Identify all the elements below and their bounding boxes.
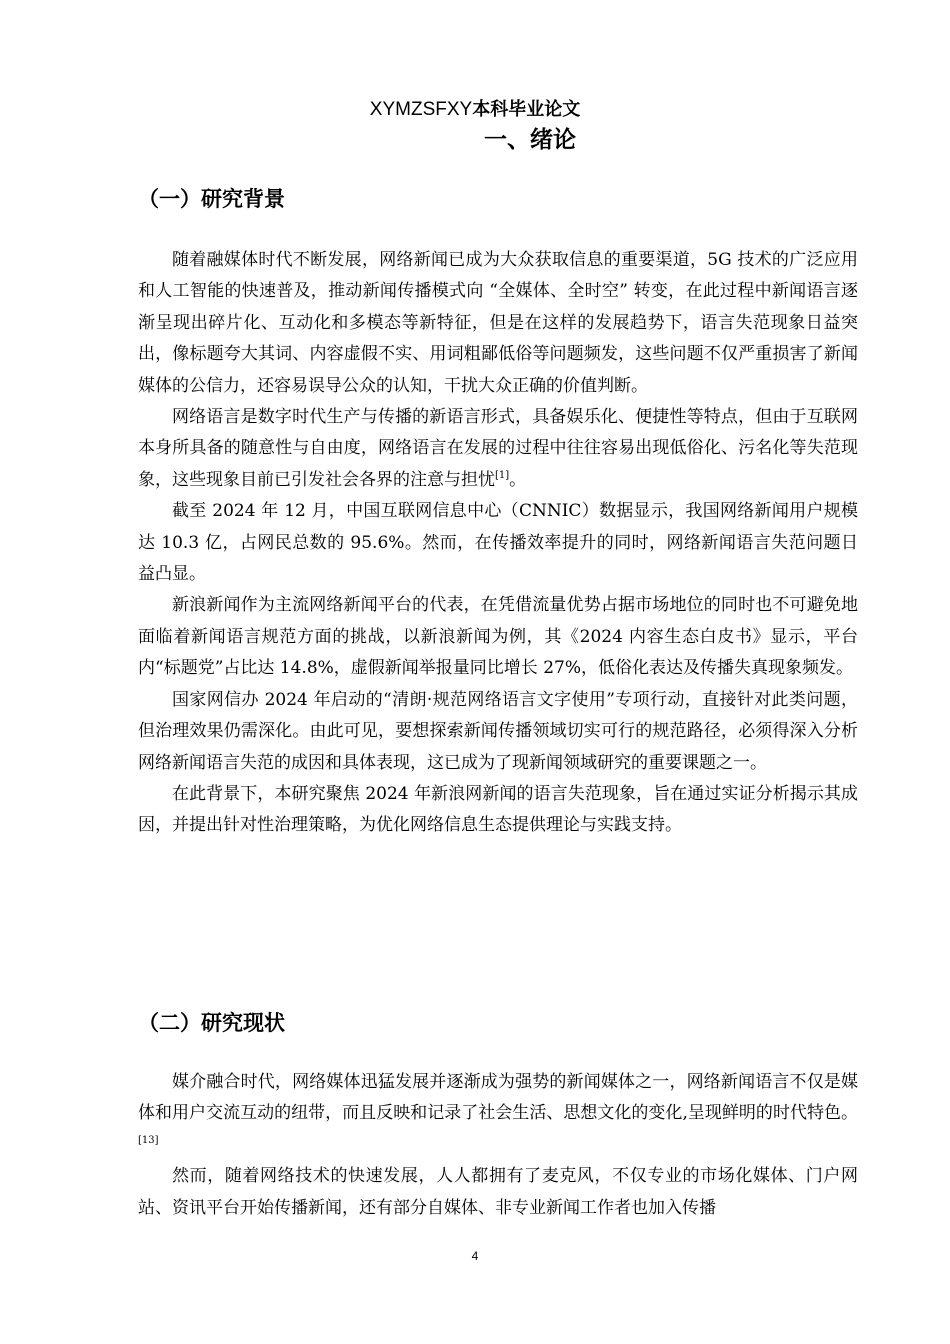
paragraph: 随着融媒体时代不断发展，网络新闻已成为大众获取信息的重要渠道，5G 技术的广泛应用和人工智能的快速普及，推动新闻传播模式向 “全媒体、全时空” 转变，在此过程中新闻语言逐渐呈现出碎片化、互动化和多模态等新特征，但是在这样的发展趋势下，语言失范现象日益突出，像标题夸大其词、内容虚假不实、用词粗鄙低俗等问题频发，这些问题不仅严重损害了新闻媒体的公信力，还容易误导公众的认知，干扰大众正确的价值判断。	[138, 250, 858, 396]
paragraph: 网络语言是数字时代生产与传播的新语言形式，具备娱乐化、便捷性等特点，但由于互联网本身所具备的随意性与自由度，网络语言在发展的过程中往往容易出现低俗化、污名化等失范现象，这些现象目前已引发社会各界的注意与担忧[1]。	[138, 407, 858, 490]
header-school-code: XYMZSFXY	[369, 99, 473, 120]
section-body-status	[138, 1067, 858, 1224]
section-heading-status: （二）研究现状	[138, 1011, 285, 1035]
paragraph: 然而，随着网络技术的快速发展，人人都拥有了麦克风，不仅专业的市场化媒体、门户网站、资讯平台开始传播新闻，还有部分自媒体、非专业新闻工作者也加入传播	[138, 1166, 858, 1218]
running-header	[0, 96, 950, 123]
chapter-title: 一、绪论	[484, 127, 576, 153]
paragraph: 国家网信办 2024 年启动的“清朗·规范网络语言文字使用”专项行动，直接针对此类问题，但治理效果仍需深化。由此可见，要想探索新闻传播领域切实可行的规范路径，必须得深入分析网络新闻语言失范的成因和具体表现，这已成为了现新闻领域研究的重要课题之一。	[138, 689, 858, 773]
page-number: 4	[471, 1249, 479, 1263]
header-thesis-label: 本科毕业论文	[472, 99, 581, 120]
paragraph: 媒介融合时代，网络媒体迅猛发展并逐渐成为强势的新闻媒体之一，网络新闻语言不仅是媒体和用户交流互动的纽带，而且反映和记录了社会生活、思想文化的变化,呈现鲜明的时代特色。[13]	[138, 1072, 858, 1146]
section-body-background	[138, 245, 858, 842]
paragraph: 新浪新闻作为主流网络新闻平台的代表，在凭借流量优势占据市场地位的同时也不可避免地面临着新闻语言规范方面的挑战，以新浪新闻为例，其《2024 内容生态白皮书》显示，平台内“标题党”占比达 14.8%，虚假新闻举报量同比增长 27%，低俗化表达及传播失真现象频发。	[138, 595, 858, 679]
citation-ref: [1]	[495, 469, 510, 481]
paragraph: 在此背景下，本研究聚焦 2024 年新浪网新闻的语言失范现象，旨在通过实证分析揭示其成因，并提出针对性治理策略，为优化网络信息生态提供理论与实践支持。	[138, 783, 858, 836]
citation-ref: [13]	[138, 1134, 159, 1146]
section-heading-background: （一）研究背景	[138, 187, 285, 211]
paragraph: 截至 2024 年 12 月，中国互联网信息中心（CNNIC）数据显示，我国网络新闻用户规模达 10.3 亿，占网民总数的 95.6%。然而，在传播效率提升的同时，网络新闻语言失范问题日益凸显。	[138, 501, 858, 585]
